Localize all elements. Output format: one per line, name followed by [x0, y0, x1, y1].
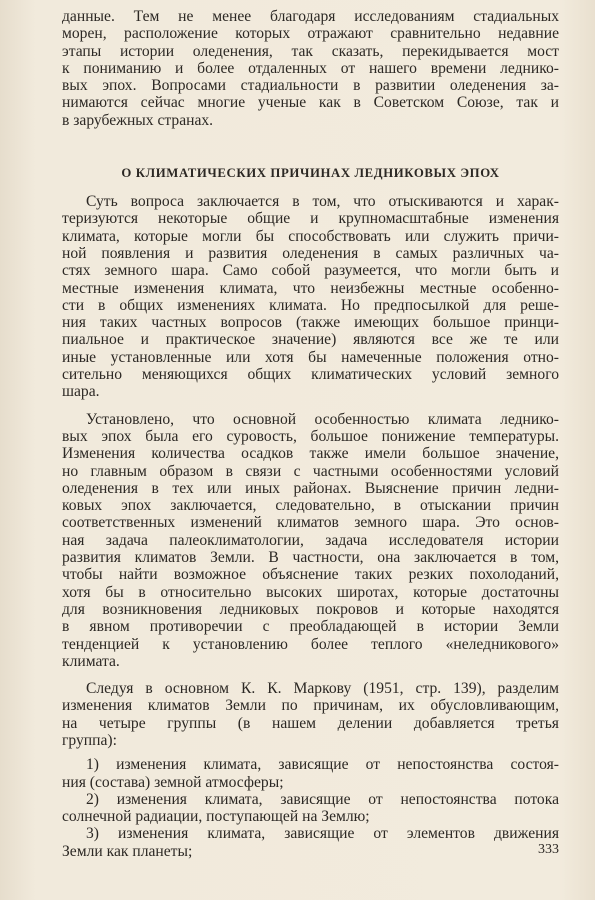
- text-line: климата, которые могли бы способствовать или служить причи-: [62, 227, 559, 245]
- text-line: 3) изменения климата, зависящие от элементов движения: [86, 825, 559, 843]
- text-line: для возникновения ледниковых покровов и которые находятся: [62, 600, 559, 618]
- text-line: вых эпох. Вопросами стадиальности в развитии оледенения за-: [62, 77, 559, 95]
- text-line: данные. Тем не менее благодаря исследованиям стадиальных: [62, 8, 559, 25]
- text-line: хотя бы в относительно высоких широтах, которые достаточны: [62, 583, 559, 601]
- list-item-3: [62, 825, 559, 860]
- text-line: сительно меняющихся общих климатических условий земного: [62, 366, 559, 384]
- text-line: на четыре группы (в нашем делении добавляется третья: [62, 714, 559, 732]
- text-line: чтобы найти возможное объяснение таких резких похолоданий,: [62, 566, 559, 584]
- paragraph-3: [62, 680, 559, 749]
- text-line: 1) изменения климата, зависящие от непостоянства состоя-: [86, 756, 559, 774]
- text-line: Установлено, что основной особенностью климата леднико-: [86, 410, 559, 428]
- text-line: иные установленные или хотя бы намеченные положения отно-: [62, 348, 559, 366]
- text-line: нимаются сейчас многие ученые как в Советском Союзе, так и: [62, 94, 559, 112]
- text-line: Суть вопроса заключается в том, что отыскиваются и харак-: [86, 193, 559, 211]
- text-line: этапы истории оледенения, так сказать, перекидывается мост: [62, 42, 559, 60]
- paragraph-1: [62, 193, 559, 401]
- text-line: ния таких частных вопросов (также имеющих большое принци-: [62, 314, 559, 332]
- text-line: тенденцией к установлению более теплого «неледникового»: [62, 635, 559, 653]
- text-line: стях земного шара. Само собой разумеется, что могли быть и: [62, 262, 559, 280]
- text-line: в зарубежных странах.: [62, 111, 214, 129]
- paragraph-2: [62, 411, 559, 670]
- page-number: 333: [538, 842, 559, 857]
- text-line: но главным образом в связи с частными особенностями условий: [62, 462, 559, 480]
- text-line: сти в общих изменениях климата. Но предпосылкой для реше-: [62, 296, 559, 314]
- text-line: Земли как планеты;: [62, 842, 193, 860]
- text-line: теризуются некоторые общие и крупномасштабные изменения: [62, 210, 559, 228]
- text-line: группа):: [62, 731, 117, 749]
- text-line: Изменения количества осадков также имели большое значение,: [62, 445, 559, 463]
- text-line: морен, расположение которых отражают сравнительно недавние: [62, 25, 559, 43]
- text-line: Следуя в основном К. К. Маркову (1951, стр. 139), разделим: [86, 680, 559, 698]
- text-line: шара.: [62, 383, 100, 401]
- paragraph-continuation: [62, 8, 559, 129]
- text-line: пиальное и практическое значение) являются все же те или: [62, 331, 559, 349]
- text-line: солнечной радиации, поступающей на Землю;: [62, 808, 370, 826]
- text-line: ной появления и развития оледенения в самых различных ча-: [62, 244, 559, 262]
- text-line: ния (состава) земной атмосферы;: [62, 773, 284, 791]
- text-line: ковых эпох заключается, следовательно, в отыскании причин: [62, 497, 559, 515]
- text-line: развития климатов Земли. В частности, она заключается в том,: [62, 549, 559, 567]
- text-line: изменения климатов Земли по причинам, их обусловливающим,: [62, 697, 559, 715]
- text-line: ная задача палеоклиматологии, задача исследователя истории: [62, 531, 559, 549]
- text-line: местные изменения климата, что неизбежны местные особенно-: [62, 279, 559, 297]
- text-line: к пониманию и более отдаленных от нашего времени леднико-: [62, 59, 559, 77]
- text-line: 2) изменения климата, зависящие от непостоянства потока: [86, 790, 559, 808]
- list-item-1: [62, 756, 559, 791]
- text-line: соответственных изменений климатов земного шара. Это основ-: [62, 514, 559, 532]
- section-heading: О КЛИМАТИЧЕСКИХ ПРИЧИНАХ ЛЕДНИКОВЫХ ЭПОХ: [121, 166, 500, 181]
- list-item-2: [62, 791, 559, 826]
- text-line: вых эпох была его суровость, большое понижение температуры.: [62, 427, 559, 445]
- text-line: оледенения в тех или иных районах. Выяснение причин ледни-: [62, 479, 559, 497]
- text-line: климата.: [62, 652, 120, 670]
- text-line: в явном противоречии с преобладающей в истории Земли: [62, 618, 559, 636]
